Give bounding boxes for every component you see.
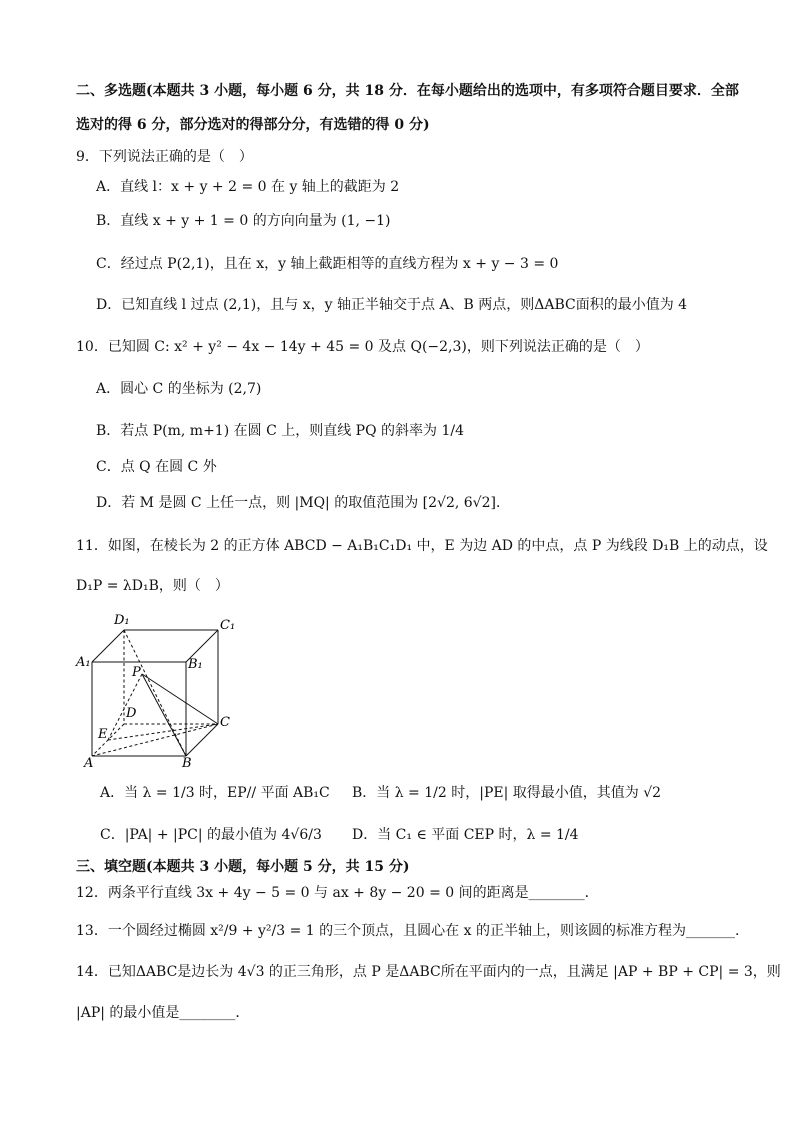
- label-b1: B₁: [188, 657, 203, 672]
- q9-stem: 9．下列说法正确的是（ ）: [76, 149, 253, 165]
- cube-figure: [72, 610, 242, 770]
- q14-line1: 14．已知ΔABC是边长为 4√3 的正三角形，点 P 是ΔABC所在平面内的一点，且满足 |AP + BP + CP| = 3，则: [76, 964, 781, 980]
- label-c1: C₁: [220, 618, 236, 633]
- q9-option-c: C．经过点 P(2,1)，且在 x，y 轴上截距相等的直线方程为 x + y − 3 = 0: [96, 256, 559, 272]
- q11-stem-line2: D₁P = λD₁B，则（ ）: [76, 578, 229, 594]
- section2-header-line2: 选对的得 6 分，部分选对的得部分分，有选错的得 0 分): [76, 117, 430, 133]
- q9-option-d: D．已知直线 l 过点 (2,1)，且与 x，y 轴正半轴交于点 A、B 两点，则ΔABC面积的最小值为 4: [96, 297, 688, 313]
- label-d1: D₁: [114, 613, 130, 628]
- q9-option-a: A．直线 l：x + y + 2 = 0 在 y 轴上的截距为 2: [96, 179, 400, 195]
- label-a: A: [84, 756, 94, 770]
- q10-option-c: C．点 Q 在圆 C 外: [96, 459, 217, 475]
- label-p: P: [132, 665, 141, 680]
- q10-option-d: D．若 M 是圆 C 上任一点，则 |MQ| 的取值范围为 [2√2, 6√2]．: [96, 495, 510, 511]
- section2-header-line1: 二、多选题(本题共 3 小题，每小题 6 分，共 18 分．在每小题给出的选项中，有多项符合题目要求．全部: [76, 83, 739, 99]
- label-b: B: [182, 756, 192, 770]
- q10-stem: 10．已知圆 C: x² + y² − 4x − 14y + 45 = 0 及点 Q(−2,3)，则下列说法正确的是（ ）: [76, 339, 649, 355]
- q14-line2: |AP| 的最小值是________．: [76, 1005, 250, 1021]
- q11-option-d: D．当 C₁ ∈ 平面 CEP 时，λ = 1/4: [352, 827, 579, 843]
- q11-stem-line1: 11．如图，在棱长为 2 的正方体 ABCD − A₁B₁C₁D₁ 中，E 为边 AD 的中点，点 P 为线段 D₁B 上的动点，设: [76, 538, 768, 554]
- q10-option-b: B．若点 P(m, m+1) 在圆 C 上，则直线 PQ 的斜率为 1/4: [96, 423, 465, 439]
- q10-option-a: A．圆心 C 的坐标为 (2,7): [96, 381, 262, 397]
- label-a1: A₁: [76, 655, 91, 670]
- label-c: C: [220, 715, 230, 730]
- q12-text: 12．两条平行直线 3x + 4y − 5 = 0 与 ax + 8y − 20 = 0 间的距离是________．: [76, 885, 599, 901]
- q9-option-b: B．直线 x + y + 1 = 0 的方向向量为 (1, −1): [96, 213, 391, 229]
- section3-header: 三、填空题(本题共 3 小题，每小题 5 分，共 15 分): [76, 859, 410, 875]
- q11-option-b: B．当 λ = 1/2 时，|PE| 取得最小值，其值为 √2: [352, 785, 662, 801]
- label-e: E: [98, 727, 108, 742]
- label-d: D: [126, 706, 137, 721]
- q11-option-a: A．当 λ = 1/3 时，EP// 平面 AB₁C: [100, 785, 330, 801]
- q11-option-c: C．|PA| + |PC| 的最小值为 4√6/3: [100, 827, 322, 843]
- q13-text: 13．一个圆经过椭圆 x²/9 + y²/3 = 1 的三个顶点，且圆心在 x 的正半轴上，则该圆的标准方程为_______.: [76, 923, 740, 939]
